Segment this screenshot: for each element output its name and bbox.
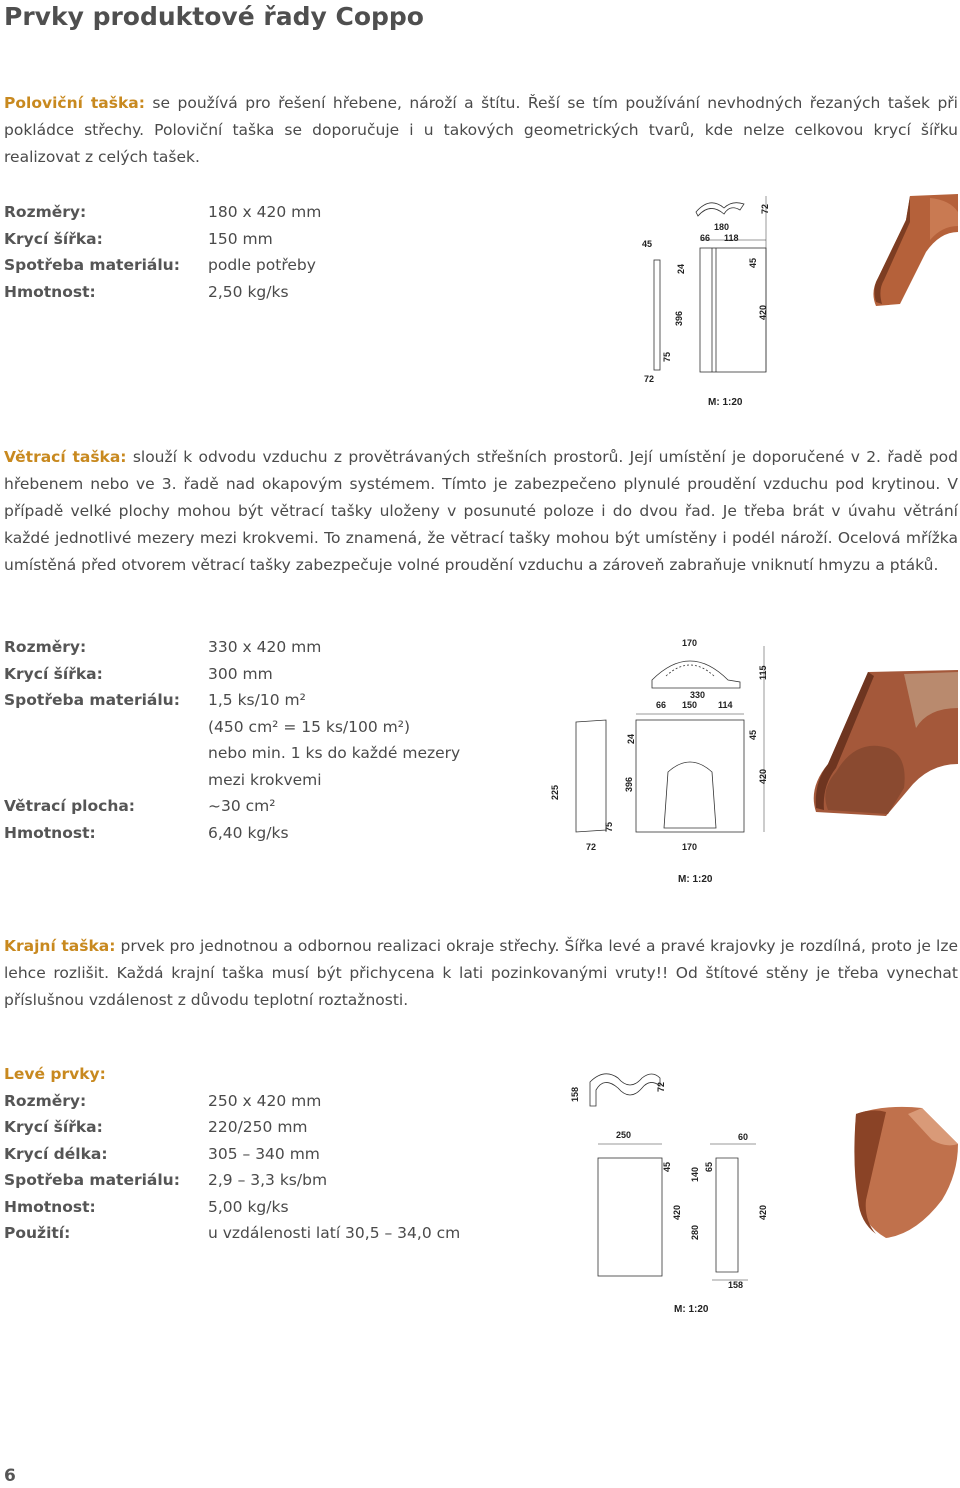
section-heading-row <box>4 1061 460 1088</box>
dim-label: 420 <box>758 1204 768 1220</box>
spec-row <box>4 1088 460 1115</box>
spec-row <box>4 1220 460 1247</box>
spec-label: Hmotnost: <box>4 823 96 842</box>
edge-tile-paragraph <box>4 933 958 1014</box>
half-tile-text: se používá pro řešení hřebene, nároží a štítu. Řeší se tím používání nevhodných řezaných tašek při pokládce střechy. Poloviční taška se doporučuje i u takových geometrických tvarů, kde nelze celkovou krycí šířku realizovat z celých tašek. <box>4 94 958 166</box>
dim-label: 225 <box>550 784 560 800</box>
spec-label: Krycí šířka: <box>4 664 103 683</box>
spec-label: Hmotnost: <box>4 282 96 301</box>
half-tile-side-view <box>654 260 660 370</box>
half-tile-drawing <box>630 190 780 410</box>
dim-label: 180 <box>714 222 730 232</box>
dim-label: 66 <box>656 700 667 710</box>
spec-row <box>4 1114 460 1141</box>
spec-value: 305 – 340 mm <box>208 1144 320 1163</box>
spec-label: Spotřeba materiálu: <box>4 256 180 275</box>
spec-value: (450 cm² = 15 ks/100 m²) <box>208 717 411 736</box>
vent-tile-photo <box>808 668 960 818</box>
spec-label: Krycí délka: <box>4 1144 108 1163</box>
spec-value: 220/250 mm <box>208 1118 308 1137</box>
spec-row <box>4 1141 460 1168</box>
scale-label: M: 1:20 <box>674 1304 709 1315</box>
page-number: 6 <box>4 1466 16 1486</box>
section-heading: Levé prvky: <box>4 1065 106 1084</box>
spec-value: 250 x 420 mm <box>208 1091 322 1110</box>
vent-opening <box>664 762 716 828</box>
spec-value: nebo min. 1 ks do každé mezery <box>208 744 461 763</box>
dim-label: 140 <box>690 1166 700 1182</box>
spec-row <box>4 661 460 688</box>
half-tile-profile <box>696 203 744 216</box>
spec-row <box>4 634 460 661</box>
spec-label: Použití: <box>4 1224 71 1243</box>
spec-row <box>4 1167 460 1194</box>
spec-row <box>4 687 460 714</box>
dim-label: 396 <box>674 310 684 326</box>
spec-value: podle potřeby <box>208 256 316 275</box>
dim-label: 158 <box>570 1086 580 1102</box>
spec-row <box>4 793 460 820</box>
left-elements-specs <box>4 1061 460 1247</box>
spec-label: Spotřeba materiálu: <box>4 1171 180 1190</box>
spec-label: Krycí šířka: <box>4 229 103 248</box>
spec-value: mezi krokvemi <box>208 770 322 789</box>
dim-label: 45 <box>662 1161 672 1172</box>
spec-row <box>4 252 321 279</box>
left-tile-front-view <box>598 1158 662 1276</box>
spec-row <box>4 1194 460 1221</box>
dim-label: 115 <box>758 665 768 680</box>
dim-label: 60 <box>738 1132 749 1142</box>
vent-tile-specs <box>4 634 460 846</box>
spec-value: 2,9 – 3,3 ks/bm <box>208 1171 328 1190</box>
vent-tile-text: slouží k odvodu vzduchu z provětrávaných střešních prostorů. Její umístění je doporučené v 2. řadě pod hřebenem nebo ve 3. řadě nad okapovým systémem. Tímto je zabezpečeno plynulé proudění vzduchu pod krytinou. V případě velké plochy mohou být větrací tašky uloženy v posunuté poloze i do dvou řad. Je třeba brát v úvahu větrání každé jednotlivé mezery mezi krokvemi. To znamená, že větrací tašky mohou být umístěny i podél nároží. Ocelová mřížka umístěná před otvorem větrací tašky zabezpečuje volné proudění vzduchu a zároveň zabraňuje vniknutí hmyzu a ptáků. <box>4 448 958 574</box>
spec-label: Hmotnost: <box>4 1197 96 1216</box>
spec-row <box>4 740 460 767</box>
dim-label: 72 <box>586 842 597 852</box>
spec-value: 1,5 ks/10 m² <box>208 691 306 710</box>
spec-value: 6,40 kg/ks <box>208 823 289 842</box>
dim-label: 75 <box>662 351 672 362</box>
scale-label: M: 1:20 <box>678 874 713 885</box>
dim-label: 158 <box>728 1280 744 1290</box>
half-tile-specs <box>4 199 321 305</box>
dim-label: 24 <box>626 733 636 744</box>
dim-label: 24 <box>676 263 686 274</box>
dim-label: 150 <box>682 700 698 710</box>
spec-row <box>4 767 460 794</box>
vent-tile-drawing <box>540 632 780 888</box>
spec-label: Spotřeba materiálu: <box>4 691 180 710</box>
spec-label: Rozměry: <box>4 1091 87 1110</box>
spec-value: 5,00 kg/ks <box>208 1197 289 1216</box>
left-tile-profile <box>590 1074 660 1106</box>
dim-label: 114 <box>718 700 733 710</box>
dim-label: 420 <box>758 768 768 784</box>
spec-value: 330 x 420 mm <box>208 638 322 657</box>
spec-value: 150 mm <box>208 229 273 248</box>
half-tile-photo <box>870 192 960 310</box>
dim-label: 330 <box>690 690 706 700</box>
half-tile-paragraph <box>4 90 958 171</box>
dim-label: 75 <box>604 821 614 832</box>
vent-tile-paragraph <box>4 444 958 579</box>
spec-value: ~30 cm² <box>208 797 276 816</box>
dim-label: 66 <box>700 233 711 243</box>
dim-label: 170 <box>682 638 698 648</box>
spec-row <box>4 226 321 253</box>
dim-label: 72 <box>760 203 770 214</box>
dim-label: 170 <box>682 842 698 852</box>
spec-row <box>4 199 321 226</box>
spec-value: u vzdálenosti latí 30,5 – 34,0 cm <box>208 1224 461 1243</box>
dim-label: 45 <box>748 729 758 740</box>
spec-row <box>4 279 321 306</box>
spec-label: Rozměry: <box>4 638 87 657</box>
dim-label: 396 <box>624 776 634 792</box>
spec-value: 300 mm <box>208 664 273 683</box>
dim-label: 420 <box>672 1204 682 1220</box>
left-tile-photo <box>846 1104 960 1240</box>
dim-label: 65 <box>704 1161 714 1172</box>
dim-label: 45 <box>748 257 758 268</box>
left-elements-drawing <box>560 1062 780 1318</box>
vent-tile-front-view <box>636 720 744 832</box>
spec-value: 180 x 420 mm <box>208 203 322 222</box>
dim-label: 118 <box>724 233 739 243</box>
dim-label: 45 <box>642 239 653 249</box>
spec-row <box>4 820 460 847</box>
dim-label: 280 <box>690 1224 700 1240</box>
spec-row <box>4 714 460 741</box>
dim-label: 250 <box>616 1130 632 1140</box>
spec-value: 2,50 kg/ks <box>208 282 289 301</box>
scale-label: M: 1:20 <box>708 397 743 408</box>
vent-tile-profile <box>652 661 740 688</box>
spec-label: Rozměry: <box>4 203 87 222</box>
left-tile-side-view <box>716 1158 738 1272</box>
dim-label: 72 <box>656 1081 666 1092</box>
dim-label: 420 <box>758 304 768 320</box>
half-tile-lead: Poloviční taška: <box>4 94 145 112</box>
vent-tile-lead: Větrací taška: <box>4 448 127 466</box>
spec-label: Větrací plocha: <box>4 797 136 816</box>
spec-label: Krycí šířka: <box>4 1118 103 1137</box>
edge-tile-text: prvek pro jednotnou a odbornou realizaci okraje střechy. Šířka levé a pravé krajovky je rozdílná, proto je lze lehce rozlišit. Každá krajní taška musí být přichycena k lati pozinkovanými vruty!! Od štítové stěny je třeba vynechat příslušnou vzdálenost z důvodu teplotní roztažnosti. <box>4 937 958 1009</box>
dim-label: 72 <box>644 374 655 384</box>
page-title: Prvky produktové řady Coppo <box>4 2 424 31</box>
edge-tile-lead: Krajní taška: <box>4 937 116 955</box>
vent-tile-side-view <box>576 720 606 832</box>
